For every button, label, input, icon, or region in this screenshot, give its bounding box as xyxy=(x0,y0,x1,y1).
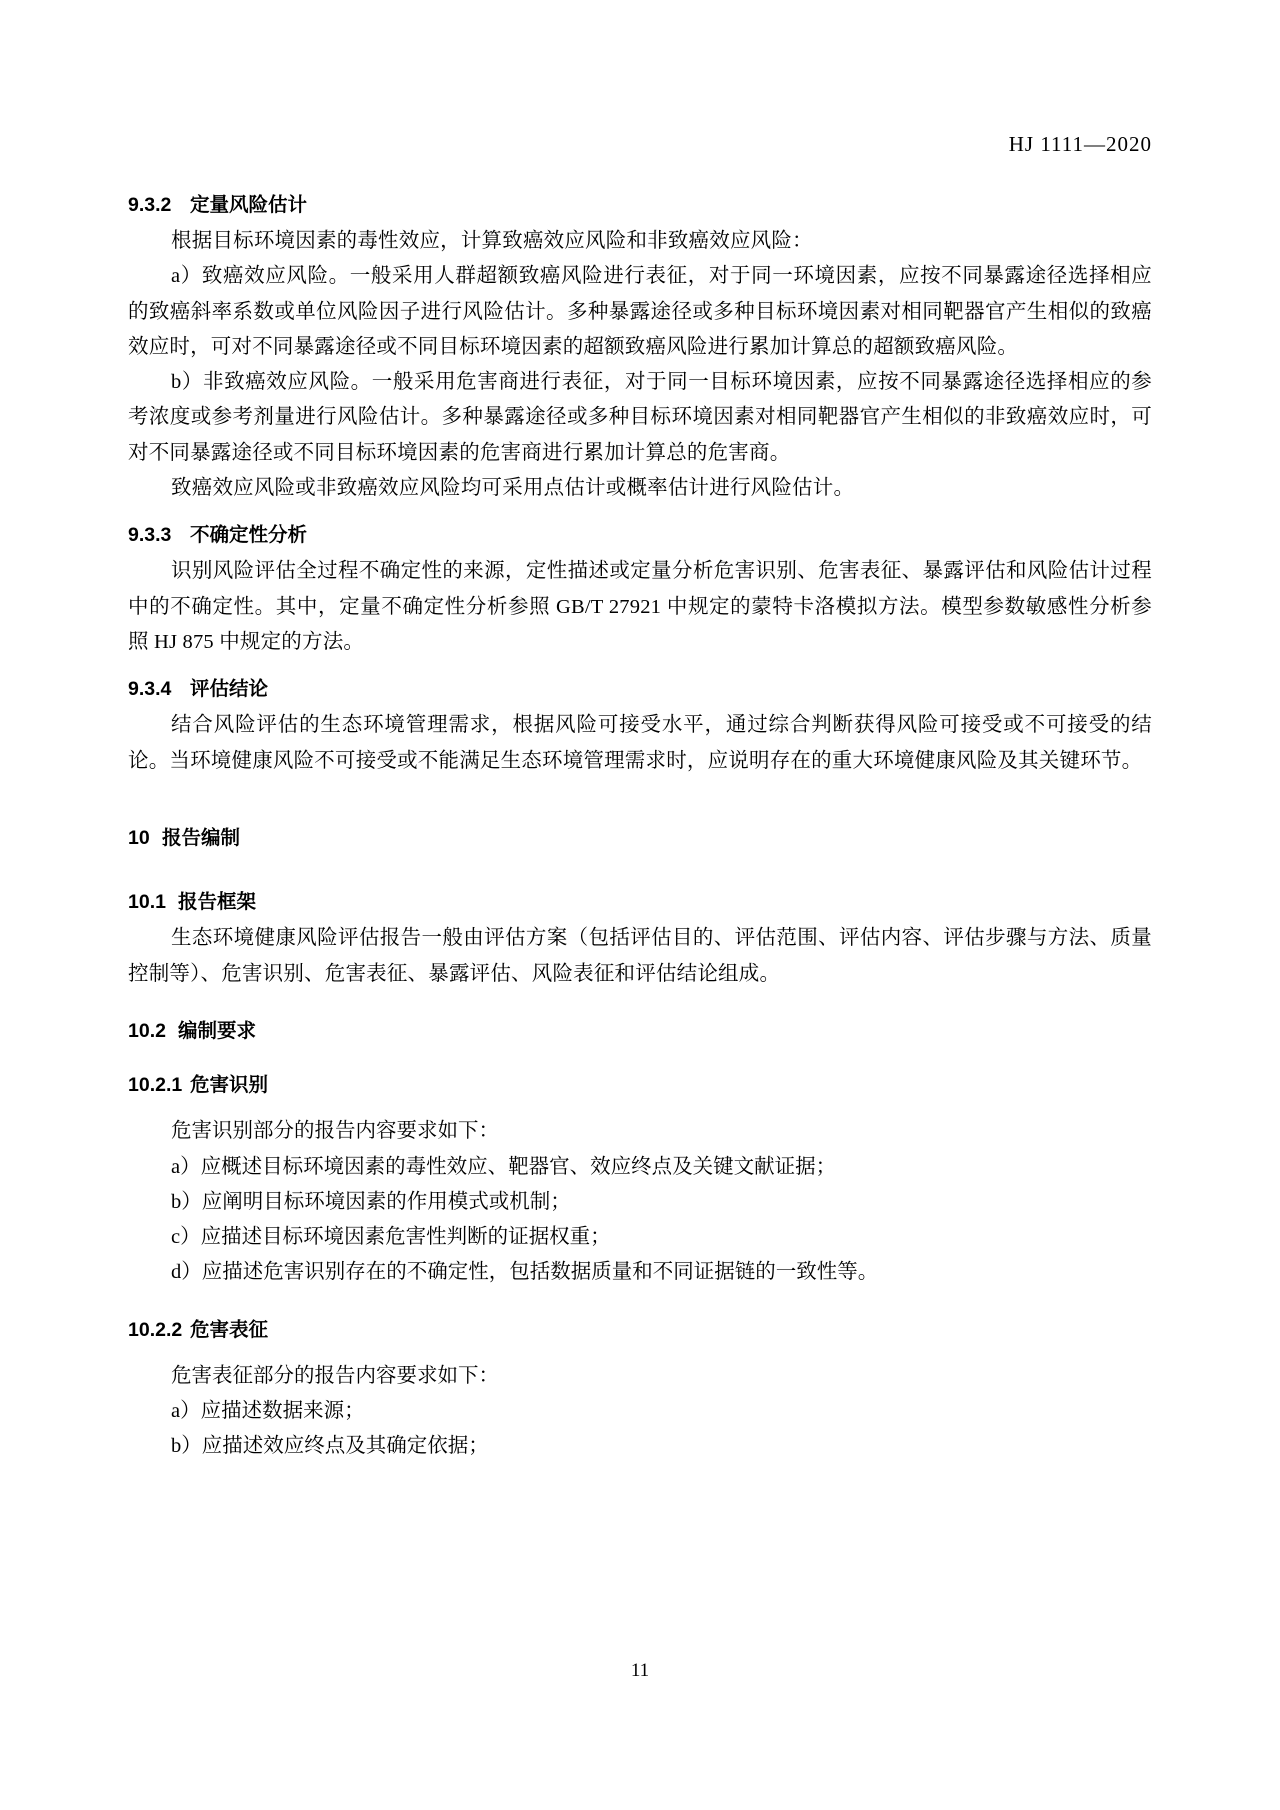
list-item: a）应概述目标环境因素的毒性效应、靶器官、效应终点及关键文献证据； xyxy=(171,1155,837,1178)
section-10-2-2 xyxy=(128,1315,1152,1465)
section-heading xyxy=(128,190,1152,220)
section-heading xyxy=(128,674,1152,704)
section-title: 危害识别 xyxy=(190,1074,269,1097)
section-number: 10.2.1 xyxy=(128,1074,183,1097)
section-title: 评估结论 xyxy=(190,678,269,701)
paragraph: 识别风险评估全过程不确定性的来源，定性描述或定量分析危害识别、危害表征、暴露评估和风险估计过程中的不确定性。其中，定量不确定性分析参照 GB/T 27921 中规定的蒙特卡洛模拟方法。模型参数敏感性分析参照 HJ 875 中规定的方法。 xyxy=(128,560,1152,653)
section-10-2-1 xyxy=(128,1070,1152,1290)
section-9-3-4 xyxy=(128,674,1152,779)
list-item: b）应阐明目标环境因素的作用模式或机制； xyxy=(171,1190,571,1213)
paragraph: b）非致癌效应风险。一般采用危害商进行表征，对于同一目标环境因素，应按不同暴露途径选择相应的参考浓度或参考剂量进行风险估计。多种暴露途径或多种目标环境因素对相同靶器官产生相似的非致癌效应时，可对不同暴露途径或不同目标环境因素的危害商进行累加计算总的危害商。 xyxy=(128,371,1152,464)
section-title: 编制要求 xyxy=(178,1019,257,1042)
section-9-3-2 xyxy=(128,190,1152,506)
section-10 xyxy=(128,823,1152,853)
list-item: c）应描述目标环境因素危害性判断的证据权重； xyxy=(171,1226,611,1249)
section-heading xyxy=(128,1016,1152,1046)
document-body xyxy=(128,190,1152,1469)
page-number: 11 xyxy=(630,1660,650,1681)
paragraph: 致癌效应风险或非致癌效应风险均可采用点估计或概率估计进行风险估计。 xyxy=(171,476,855,499)
paragraph: 危害识别部分的报告内容要求如下： xyxy=(171,1120,500,1143)
section-heading xyxy=(128,1070,1152,1100)
section-title: 报告框架 xyxy=(178,891,257,914)
paragraph: 结合风险评估的生态环境管理需求，根据风险可接受水平，通过综合判断获得风险可接受或不可接受的结论。当环境健康风险不可接受或不能满足生态环境管理需求时，应说明存在的重大环境健康风险及其关键环节。 xyxy=(128,714,1152,772)
section-heading xyxy=(128,887,1152,917)
section-title: 报告编制 xyxy=(162,826,241,849)
page-header-code: HJ 1111—2020 xyxy=(1008,132,1152,156)
list-item: a）应描述数据来源； xyxy=(171,1400,365,1422)
section-heading xyxy=(128,823,1152,853)
section-number: 10.2 xyxy=(128,1019,166,1042)
list-item: b）应描述效应终点及其确定依据； xyxy=(171,1435,489,1458)
section-number: 10.2.2 xyxy=(128,1318,183,1341)
section-title: 不确定性分析 xyxy=(190,524,308,547)
section-title: 定量风险估计 xyxy=(190,194,308,216)
section-number: 9.3.4 xyxy=(128,678,172,701)
paragraph: 危害表征部分的报告内容要求如下： xyxy=(171,1364,500,1387)
section-number: 9.3.3 xyxy=(128,524,172,547)
section-title: 危害表征 xyxy=(190,1318,269,1341)
list-item: d）应描述危害识别存在的不确定性，包括数据质量和不同证据链的一致性等。 xyxy=(171,1261,879,1284)
section-10-1 xyxy=(128,887,1152,992)
paragraph: 生态环境健康风险评估报告一般由评估方案（包括评估目的、评估范围、评估内容、评估步骤与方法、质量控制等）、危害识别、危害表征、暴露评估、风险表征和评估结论组成。 xyxy=(128,927,1152,985)
section-9-3-3 xyxy=(128,520,1152,660)
section-10-2 xyxy=(128,1016,1152,1046)
section-number: 10.1 xyxy=(128,891,166,914)
section-number: 10 xyxy=(128,826,150,849)
section-heading xyxy=(128,1315,1152,1345)
paragraph: a）致癌效应风险。一般采用人群超额致癌风险进行表征，对于同一环境因素，应按不同暴露途径选择相应的致癌斜率系数或单位风险因子进行风险估计。多种暴露途径或多种目标环境因素对相同靶器官产生相似的致癌效应时，可对不同暴露途径或不同目标环境因素的超额致癌风险进行累加计算总的超额致癌风险。 xyxy=(128,265,1152,358)
paragraph: 根据目标环境因素的毒性效应，计算致癌效应风险和非致癌效应风险： xyxy=(171,230,813,253)
section-number: 9.3.2 xyxy=(128,194,172,216)
section-heading xyxy=(128,520,1152,550)
